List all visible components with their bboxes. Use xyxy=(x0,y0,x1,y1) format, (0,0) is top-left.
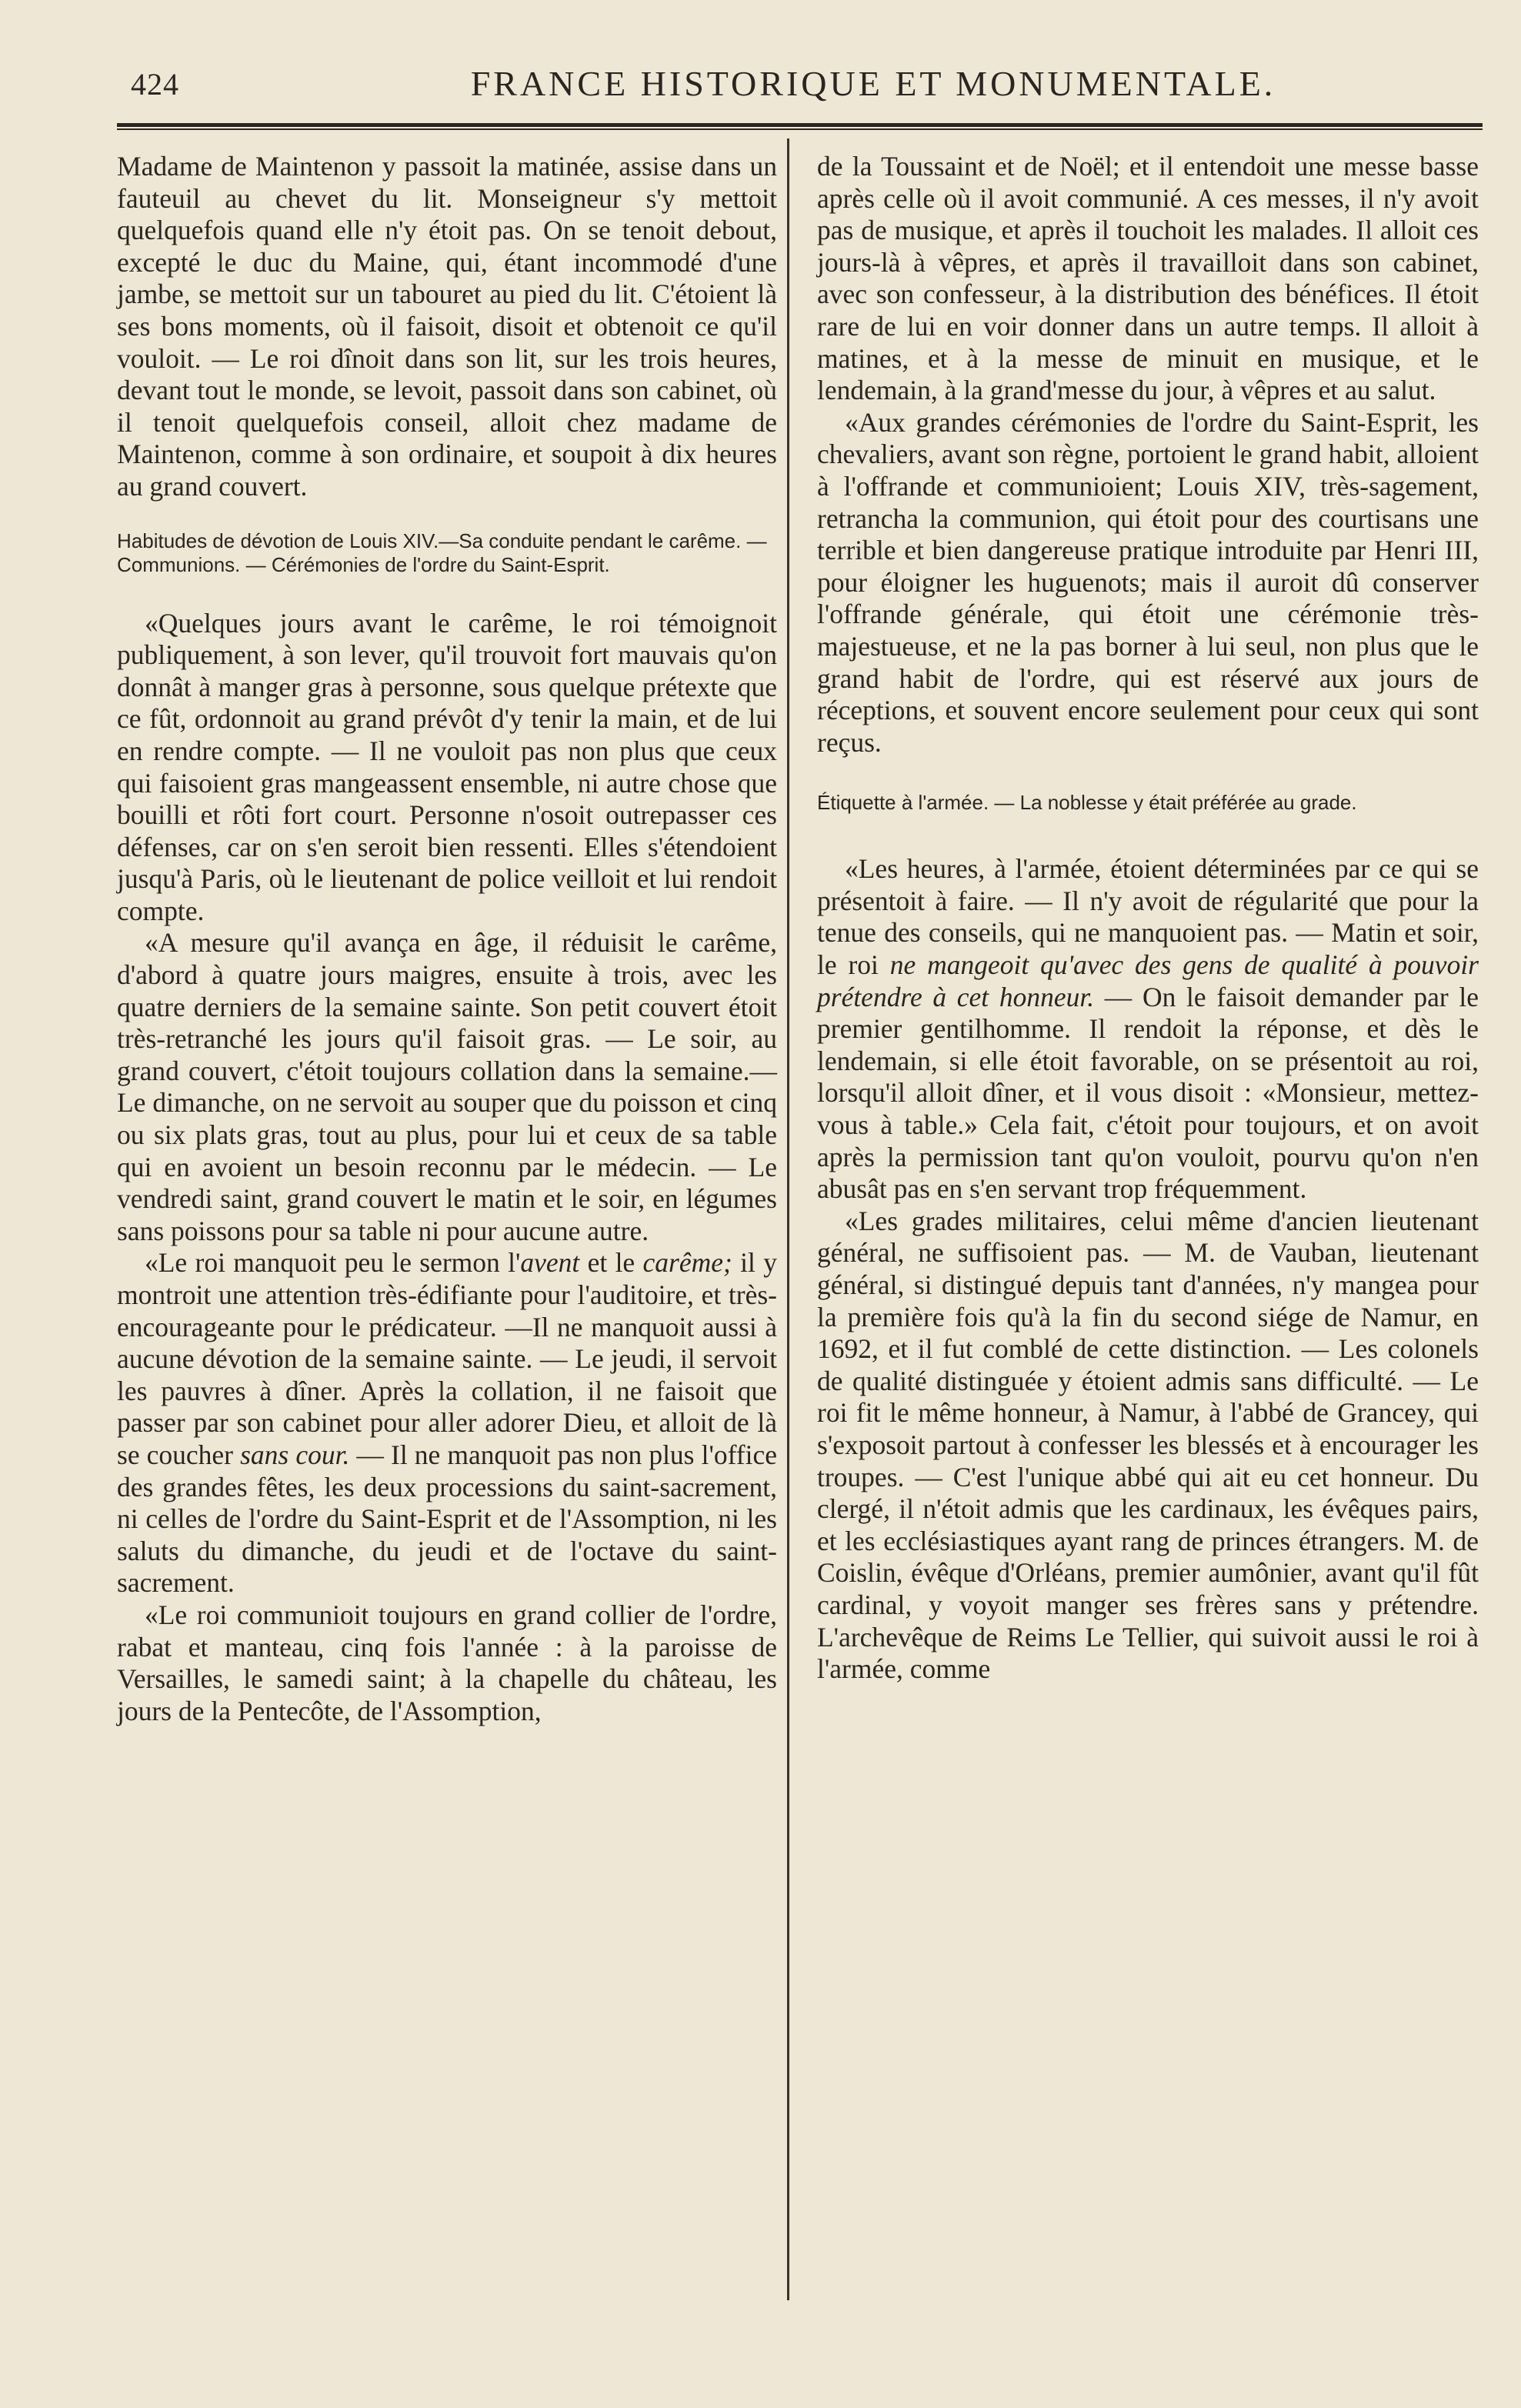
paragraph: de la Toussaint et de Noël; et il entendoit une messe basse après celle où il avoit communié. A ces messes, il n'y avoit pas de musique, et après il touchoit les malades. Il alloit ces jours-là à vêpres, et après il travailloit dans son cabinet, avec son confesseur, à la distribution des bénéfices. Il étoit rare de lui en voir donner dans un autre temps. Il alloit à matines, et à la messe de minuit en musique, et le lendemain, à la grand'messe du jour, à vêpres et au salut. xyxy=(817,151,1479,406)
paragraph: «Quelques jours avant le carême, le roi témoignoit publiquement, à son lever, qu'il trouvoit fort mauvais qu'on donnât à manger gras à personne, sous quelque prétexte que ce fût, ordonnoit au grand prévôt d'y tenir la main, et de lui en rendre compte. — Il ne vouloit pas non plus que ceux qui faisoient gras mangeassent ensemble, ni autre chose que bouilli et rôti fort court. Personne n'osoit outrepasser ces défenses, car on s'en seroit bien ressenti. Elles s'étendoient jusqu'à Paris, où le lieutenant de police veilloit et lui rendoit compte. xyxy=(117,607,777,926)
paragraph xyxy=(817,853,1479,1206)
italic-text: avent xyxy=(520,1247,580,1279)
running-title: FRANCE HISTORIQUE ET MONUMENTALE. xyxy=(470,64,1276,103)
paragraph: «Les grades militaires, celui même d'ancien lieutenant général, ne suffisoient pas. — M. de Vauban, lieutenant général, si distingué depuis tant d'années, n'y mangea pour la première fois qu'à la fin du second siége de Namur, en 1692, et il fut comblé de cette distinction. — Les colonels de qualité distinguée y étoient admis sans difficulté. — Le roi fit le même honneur, à Namur, à l'abbé de Grancey, qui s'exposoit partout à confesser les blessés et à encourager les troupes. — C'est l'unique abbé qui ait eu cet honneur. Du clergé, il n'étoit admis que les cardinaux, les évêques pairs, et les ecclésiastiques ayant rang de princes étrangers. M. de Coislin, évêque d'Orléans, premier aumônier, avant qu'il fût cardinal, y voyoit manger ses frères sans y prétendre. L'archevêque de Reims Le Tellier, qui suivoit aussi le roi à l'armée, comme xyxy=(817,1205,1479,1685)
paragraph: «Le roi communioit toujours en grand collier de l'ordre, rabat et manteau, cinq fois l'année : à la paroisse de Versailles, le samedi saint; à la chapelle du château, les jours de la Pentecôte, de l'Assomption, xyxy=(117,1599,777,1726)
italic-text: ne mangeoit qu'avec des gens de qualité à pouvoir prétendre à cet honneur. xyxy=(817,949,1479,1012)
column-divider xyxy=(787,138,789,2300)
page-number: 424 xyxy=(131,67,179,102)
paragraph: «A mesure qu'il avança en âge, il réduisit le carême, d'abord à quatre jours maigres, ensuite à trois, avec les quatre derniers de la semaine sainte. Son petit couvert étoit très-retranché les jours qu'il faisoit gras. — Le soir, au grand couvert, c'étoit toujours collation dans la semaine.— Le dimanche, on ne servoit au souper que du poisson et cinq ou six plats gras, tout au plus, pour lui et ceux de sa table qui en avoient un besoin reconnu par le médecin. — Le vendredi saint, grand couvert le matin et le soir, en légumes sans poissons pour sa table ni pour aucune autre. xyxy=(117,927,777,1246)
text-run: — On le faisoit demander par le premier gentilhomme. Il rendoit la réponse, et dès le lendemain, si elle étoit favorable, on se présentoit au roi, lorsqu'il alloit dîner, et il vous disoit : «Monsieur, mettez-vous à table.» Cela fait, c'étoit pour toujours, et on avoit après la permission tant qu'on vouloit, pourvu qu'on n'en abusât pas en s'en servant trop fréquemment. xyxy=(817,981,1479,1205)
italic-text: sans cour. xyxy=(240,1439,350,1470)
text-run: «Les heures, à l'armée, étoient déterminées par ce qui se présentoit à faire. — Il n'y avoit de régularité que pour la tenue des conseils, qui ne manquoient pas. — Matin et soir, le roi xyxy=(817,853,1479,981)
italic-text: carême; xyxy=(642,1247,732,1279)
section-summary: Étiquette à l'armée. — La noblesse y était préférée au grade. xyxy=(817,791,1357,815)
paragraph: Madame de Maintenon y passoit la matinée, assise dans un fauteuil au chevet du lit. Monseigneur s'y mettoit quelquefois quand elle n'y étoit pas. On se tenoit debout, excepté le duc du Maine, qui, étant incommodé d'une jambe, se mettoit sur un tabouret au pied du lit. C'étoient là ses bons moments, où il faisoit, disoit et obtenoit ce qu'il vouloit. — Le roi dînoit dans son lit, sur les trois heures, devant tout le monde, se levoit, passoit dans son cabinet, où il tenoit quelquefois conseil, alloit chez madame de Maintenon, comme à son ordinaire, et soupoit à dix heures au grand couvert. xyxy=(117,151,777,502)
paragraph: «Aux grandes cérémonies de l'ordre du Saint-Esprit, les chevaliers, avant son règne, portoient le grand habit, alloient à l'offrande et communioient; Louis XIV, très-sagement, retrancha la communion, qui étoit pour des courtisans une terrible et bien dangereuse pratique introduite par Henri III, pour éloigner les huguenots; mais il auroit dû conserver l'offrande générale, qui étoit une cérémonie très-majestueuse, et ne la pas borner à lui seul, non plus que le grand habit de l'ordre, qui est réservé aux jours de réceptions, et souvent encore seulement pour ceux qui sont reçus. xyxy=(817,406,1479,758)
text-run: «Le roi manquoit peu le sermon l' xyxy=(145,1247,521,1279)
header-rule xyxy=(117,123,1483,130)
text-run: et le xyxy=(579,1247,643,1279)
page-header xyxy=(85,52,1493,106)
left-column xyxy=(117,151,777,1727)
section-summary: Habitudes de dévotion de Louis XIV.—Sa conduite pendant le carême. — Communions. — Cérémonies de l'ordre du Saint-Esprit. xyxy=(117,529,767,576)
paragraph xyxy=(117,1247,777,1599)
text-run: — Il ne manquoit pas non plus l'office des grandes fêtes, les deux processions du saint-sacrement, ni celles de l'ordre du Saint-Esprit et de l'Assomption, ni les saluts du dimanche, du jeudi et de l'octave du saint-sacrement. xyxy=(117,1439,777,1599)
right-column xyxy=(817,151,1479,1686)
text-run: il y montroit une attention très-édifiante pour l'auditoire, et très-encourageante pour le prédicateur. —Il ne manquoit aussi à aucune dévotion de la semaine sainte. — Le jeudi, il servoit les pauvres à dîner. Après la collation, il ne faisoit que passer par son cabinet pour aller adorer Dieu, et alloit de là se coucher xyxy=(117,1247,777,1470)
